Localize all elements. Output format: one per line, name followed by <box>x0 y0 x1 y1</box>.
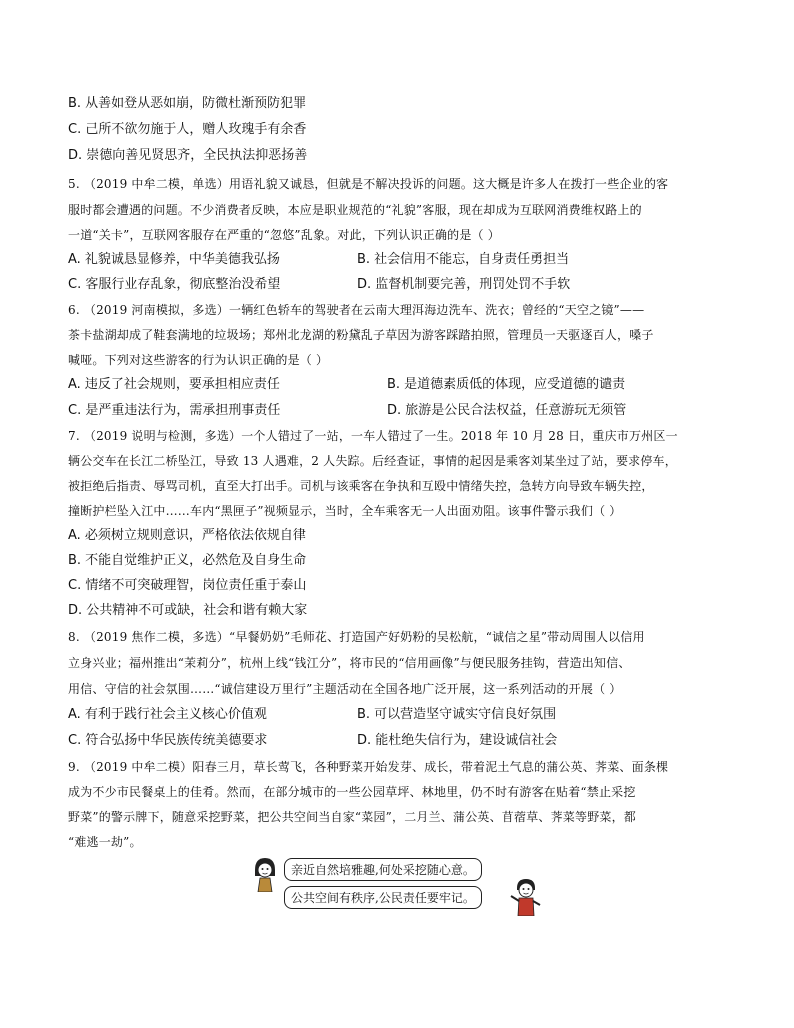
q8-option-c: C. 符合弘扬中华民族传统美德要求 <box>68 733 268 748</box>
speech-bubble-2: 公共空间有秩序,公民责任要牢记。 <box>284 886 482 909</box>
q4-option-b: B. 从善如登从恶如崩，防微杜渐预防犯罪 <box>68 96 307 111</box>
q6-stem-line-3: 喊哑。下列对这些游客的行为认识正确的是（ ） <box>68 353 329 367</box>
q6-stem-line-2: 茶卡盐湖却成了鞋套满地的垃圾场；郑州北龙湖的粉黛乱子草因为游客踩踏拍照，管理员一天驱逐百人，嗓子 <box>68 328 654 342</box>
q9-stem-line-1: 9. （2019 中牟二模）阳春三月，草长莺飞，各种野菜开始发芽、成长，带着泥土气息的蒲公英、荠菜、面条棵 <box>68 760 669 774</box>
q8-option-a: A. 有利于践行社会主义核心价值观 <box>68 707 267 722</box>
q4-option-d: D. 崇德向善见贤思齐，全民执法抑恶扬善 <box>68 148 308 163</box>
q5-stem-line-1: 5. （2019 中牟二模，单选）用语礼貌又诚恳，但就是不解决投诉的问题。这大概是许多人在拨打一些企业的客 <box>68 177 669 191</box>
boy-figure-icon <box>508 876 544 916</box>
girl-figure-icon <box>250 856 280 892</box>
q7-stem-line-3: 被拒绝后指责、辱骂司机，直至大打出手。司机与该乘客在争执和互殴中情绪失控，急转方向导致车辆失控， <box>68 479 654 493</box>
q8-option-b: B. 可以营造坚守诚实守信良好氛围 <box>357 707 557 722</box>
q6-stem-line-1: 6. （2019 河南模拟，多选）一辆红色轿车的驾驶者在云南大理洱海边洗车、洗衣；曾经的“天空之镜”—— <box>68 303 645 317</box>
q5-option-a: A. 礼貌诚恳显修养，中华美德我弘扬 <box>68 252 280 267</box>
q6-option-d: D. 旅游是公民合法权益，任意游玩无须管 <box>387 403 627 418</box>
q7-option-b: B. 不能自觉维护正义，必然危及自身生命 <box>68 553 307 568</box>
q8-stem-line-3: 用信、守信的社会氛围……“诚信建设万里行”主题活动在全国各地广泛开展，这一系列活动的开展（ ） <box>68 682 622 696</box>
q8-stem-line-2: 立身兴业；福州推出“茉莉分”，杭州上线“钱江分”，将市民的“信用画像”与便民服务挂钩，营造出知信、 <box>68 656 631 670</box>
q7-stem-line-4: 撞断护栏坠入江中……车内“黑匣子”视频显示，当时，全车乘客无一人出面劝阻。该事件警示我们（ ） <box>68 504 622 518</box>
q7-option-c: C. 情绪不可突破理智，岗位责任重于泰山 <box>68 578 307 593</box>
q7-option-d: D. 公共精神不可或缺，社会和谐有赖大家 <box>68 603 308 618</box>
q6-option-c: C. 是严重违法行为，需承担刑事责任 <box>68 403 281 418</box>
speech-bubble-1: 亲近自然培雅趣,何处采挖随心意。 <box>284 858 482 881</box>
q8-stem-line-1: 8. （2019 焦作二模，多选）“早餐奶奶”毛师花、打造国产好奶粉的吴松航，“诚信之星”带动周围人以信用 <box>68 630 645 644</box>
cartoon-illustration <box>250 856 550 916</box>
q5-option-b: B. 社会信用不能忘，自身责任勇担当 <box>357 252 570 267</box>
q6-option-a: A. 违反了社会规则，要承担相应责任 <box>68 377 280 392</box>
q5-option-c: C. 客服行业存乱象，彻底整治没希望 <box>68 277 281 292</box>
q4-option-c: C. 己所不欲勿施于人，赠人玫瑰手有余香 <box>68 122 307 137</box>
q6-option-b: B. 是道德素质低的体现，应受道德的谴责 <box>387 377 626 392</box>
q8-option-d: D. 能杜绝失信行为，建设诚信社会 <box>357 733 558 748</box>
q7-stem-line-1: 7. （2019 说明与检测，多选）一个人错过了一站，一车人错过了一生。2018 年 10 月 28 日，重庆市万州区一 <box>68 429 678 443</box>
q5-stem-line-2: 服时都会遭遇的问题。不少消费者反映，本应是职业规范的“礼貌”客服，现在却成为互联网消费维权路上的 <box>68 203 642 217</box>
q5-option-d: D. 监督机制要完善，刑罚处罚不手软 <box>357 277 571 292</box>
q9-stem-line-4: “难逃一劫”。 <box>68 835 142 849</box>
q7-option-a: A. 必须树立规则意识，严格依法依规自律 <box>68 528 306 543</box>
q9-stem-line-2: 成为不少市民餐桌上的佳肴。然而，在部分城市的一些公园草坪、林地里，仍不时有游客在贴着“禁止采挖 <box>68 785 636 799</box>
q5-stem-line-3: 一道“关卡”，互联网客服存在严重的“忽悠”乱象。对此，下列认识正确的是（ ） <box>68 228 500 242</box>
q9-stem-line-3: 野菜”的警示牌下，随意采挖野菜，把公共空间当自家“菜园”，二月兰、蒲公英、苜蓿草、荠菜等野菜，都 <box>68 810 637 824</box>
q7-stem-line-2: 辆公交车在长江二桥坠江，导致 13 人遇难，2 人失踪。后经查证，事情的起因是乘客刘某坐过了站，要求停车， <box>68 454 677 468</box>
